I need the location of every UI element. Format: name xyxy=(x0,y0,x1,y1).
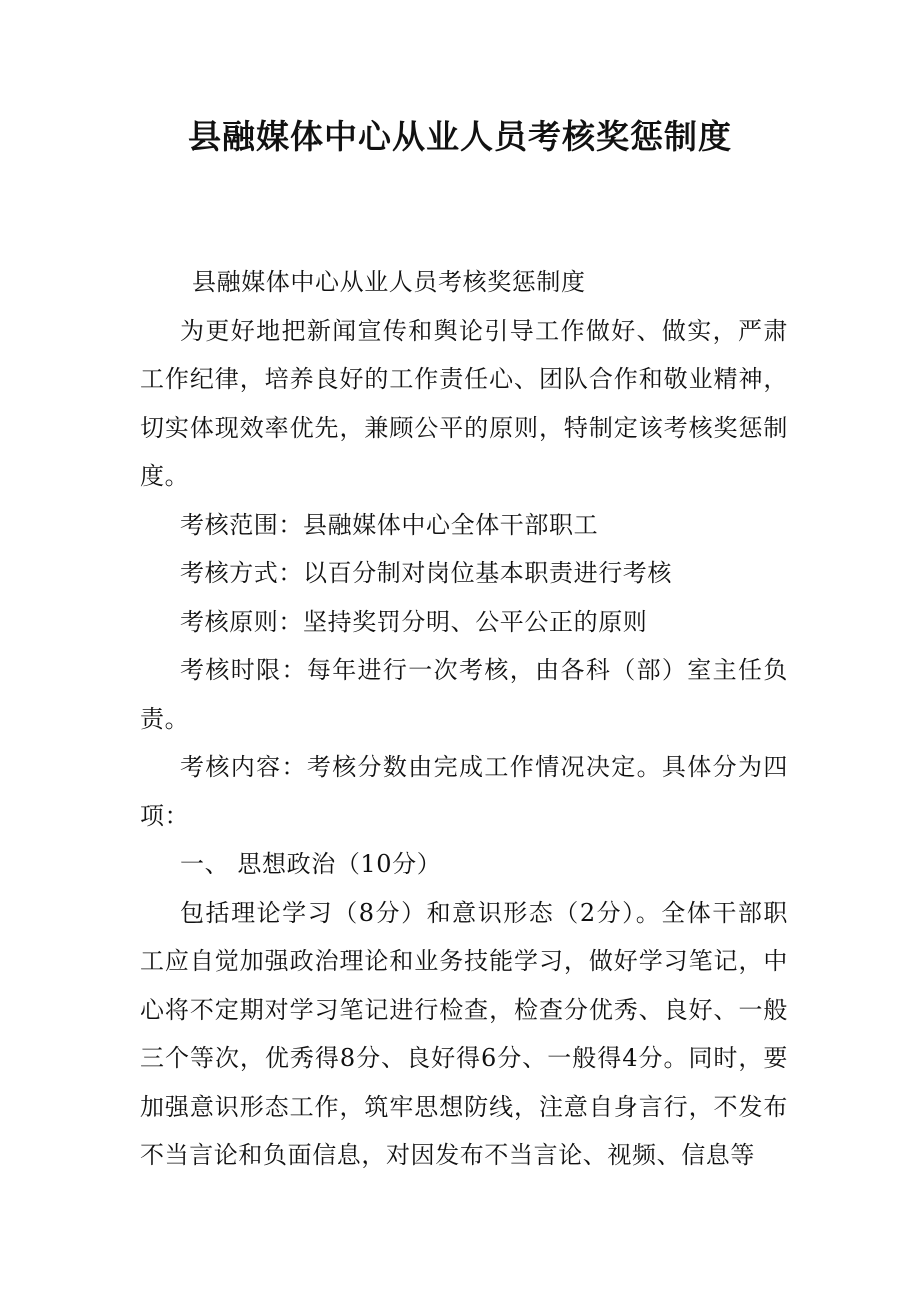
section-heading-ideology: 一、 思想政治（10分） xyxy=(180,850,442,878)
document-title: 县融媒体中心从业人员考核奖惩制度 xyxy=(188,117,732,156)
paragraph-principle: 考核原则：坚持奖罚分明、公平公正的原则 xyxy=(180,607,648,636)
paragraph-period: 考核时限：每年进行一次考核，由各科（部）室主任负责。 xyxy=(140,656,788,733)
paragraph-method: 考核方式：以百分制对岗位基本职责进行考核 xyxy=(180,559,672,587)
body-subtitle: 县融媒体中心从业人员考核奖惩制度 xyxy=(192,268,586,296)
paragraph-ideology-detail: 包括理论学习（8分）和意识形态（2分）。全体干部职工应自觉加强政治理论和业务技能学习，做好学习笔记，中心将不定期对学习笔记进行检查，检查分优秀、良好、一般三个等次，优秀得8分、良好得6分、一般得4分。同时，要加强意识形态工作，筑牢思想防线，注意自身言行，不发布不当言论和负面信息，对因发布不当言论、视频、信息等 xyxy=(140,898,788,1169)
paragraph-purpose: 为更好地把新闻宣传和舆论引导工作做好、做实，严肃工作纪律，培养良好的工作责任心、团队合作和敬业精神，切实体现效率优先，兼顾公平的原则，特制定该考核奖惩制度。 xyxy=(140,316,788,490)
document-body xyxy=(140,258,788,1180)
paragraph-scope: 考核范围：县融媒体中心全体干部职工 xyxy=(180,510,599,539)
paragraph-content: 考核内容：考核分数由完成工作情况决定。具体分为四项： xyxy=(140,753,788,830)
